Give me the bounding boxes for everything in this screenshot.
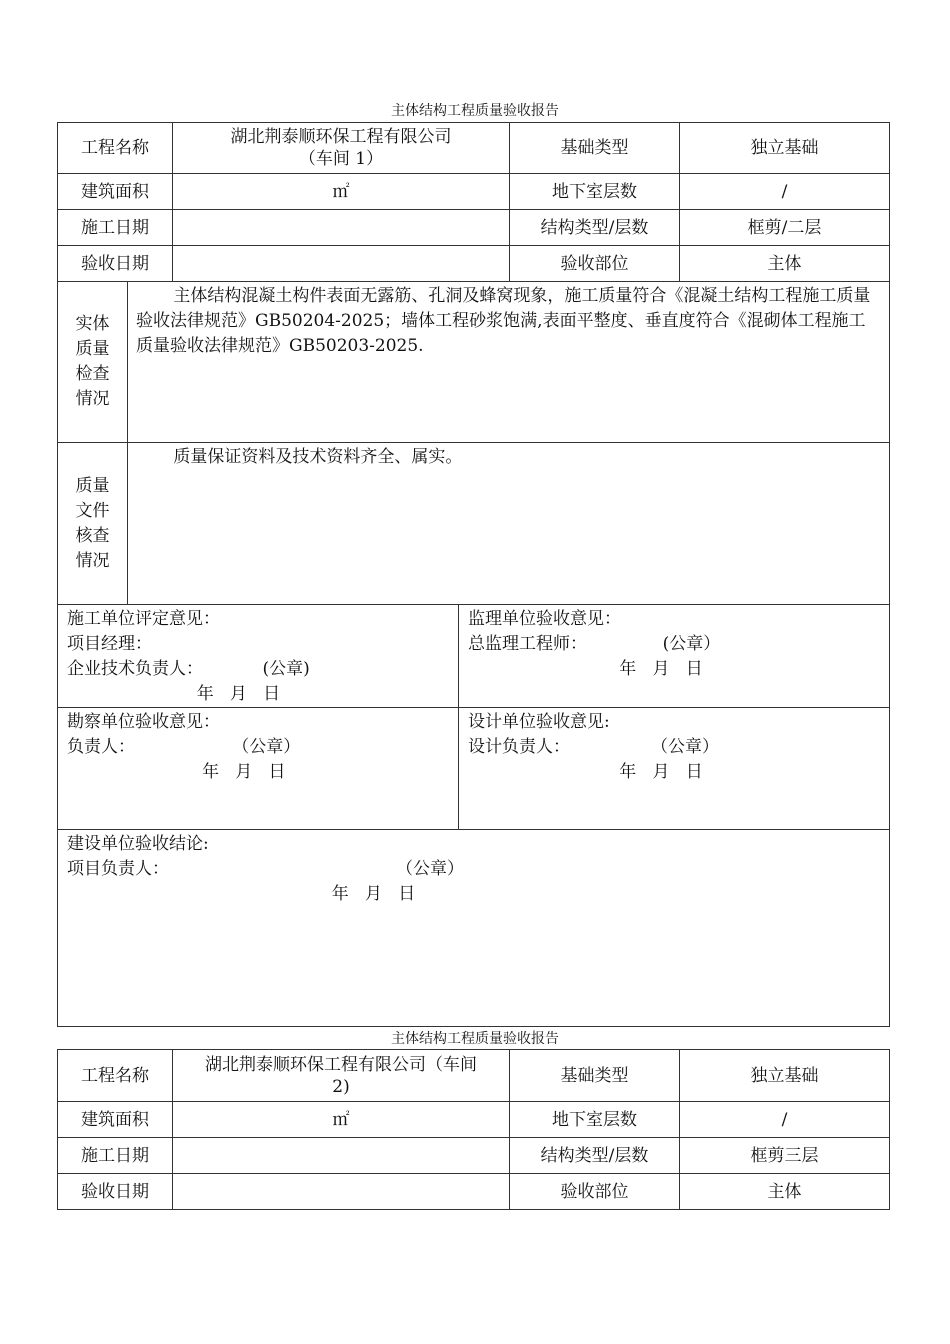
basement-label: 地下室层数 (510, 1102, 680, 1138)
structure-type-label: 结构类型/层数 (510, 1138, 680, 1174)
document-check-label: 质量 文件 核查 情况 (58, 443, 128, 605)
opinions-table (57, 604, 890, 1027)
quality-check-table (57, 281, 890, 605)
foundation-type-value: 独立基础 (680, 1050, 890, 1102)
foundation-type-label: 基础类型 (510, 123, 680, 174)
building-area-value: ㎡ (173, 1102, 510, 1138)
owner-unit-conclusion: 建设单位验收结论: 项目负责人： （公章） 年 月 日 (58, 830, 890, 1027)
project-info-table (57, 122, 890, 282)
survey-unit-opinion: 勘察单位验收意见： 负责人： （公章） 年 月 日 (58, 708, 459, 830)
acceptance-part-label: 验收部位 (510, 1174, 680, 1210)
construction-date-value (173, 210, 510, 246)
acceptance-date-label: 验收日期 (58, 1174, 173, 1210)
basement-label: 地下室层数 (510, 174, 680, 210)
construction-date-value (173, 1138, 510, 1174)
report-title: 主体结构工程质量验收报告 (391, 103, 559, 119)
foundation-type-value: 独立基础 (680, 123, 890, 174)
design-unit-opinion: 设计单位验收意见: 设计负责人： （公章） 年 月 日 (459, 708, 890, 830)
basement-value: / (680, 174, 890, 210)
acceptance-date-value (173, 1174, 510, 1210)
report-title-2: 主体结构工程质量验收报告 (391, 1031, 559, 1047)
physical-quality-label: 实体 质量 检查 情况 (58, 282, 128, 443)
construction-date-label: 施工日期 (58, 1138, 173, 1174)
physical-quality-text: 主体结构混凝土构件表面无露筋、孔洞及蜂窝现象，施工质量符合《混凝土结构工程施工质量验收法律规范》GB50204-2025；墙体工程砂浆饱满,表面平整度、垂直度符合《混砌体工程施工质量验收法律规范》GB50203-2025. (128, 282, 890, 443)
project-info-table-2 (57, 1049, 890, 1210)
acceptance-date-value (173, 246, 510, 282)
project-name-label: 工程名称 (58, 1050, 173, 1102)
foundation-type-label: 基础类型 (510, 1050, 680, 1102)
acceptance-part-value: 主体 (680, 246, 890, 282)
acceptance-part-label: 验收部位 (510, 246, 680, 282)
supervision-unit-opinion: 监理单位验收意见： 总监理工程师： (公章） 年 月 日 (459, 605, 890, 708)
building-area-label: 建筑面积 (58, 1102, 173, 1138)
project-name-label: 工程名称 (58, 123, 173, 174)
structure-type-value: 框剪三层 (680, 1138, 890, 1174)
building-area-value: ㎡ (173, 174, 510, 210)
project-name-value: 湖北荆泰顺环保工程有限公司（车间 2) (173, 1050, 510, 1102)
structure-type-label: 结构类型/层数 (510, 210, 680, 246)
construction-date-label: 施工日期 (58, 210, 173, 246)
document-check-text: 质量保证资料及技术资料齐全、属实。 (128, 443, 890, 605)
basement-value: / (680, 1102, 890, 1138)
building-area-label: 建筑面积 (58, 174, 173, 210)
acceptance-part-value: 主体 (680, 1174, 890, 1210)
acceptance-date-label: 验收日期 (58, 246, 173, 282)
project-name-value: 湖北荆泰顺环保工程有限公司 （车间 1） (173, 123, 510, 174)
structure-type-value: 框剪/二层 (680, 210, 890, 246)
construction-unit-opinion: 施工单位评定意见： 项目经理： 企业技术负责人： (公章) 年 月 日 (58, 605, 459, 708)
